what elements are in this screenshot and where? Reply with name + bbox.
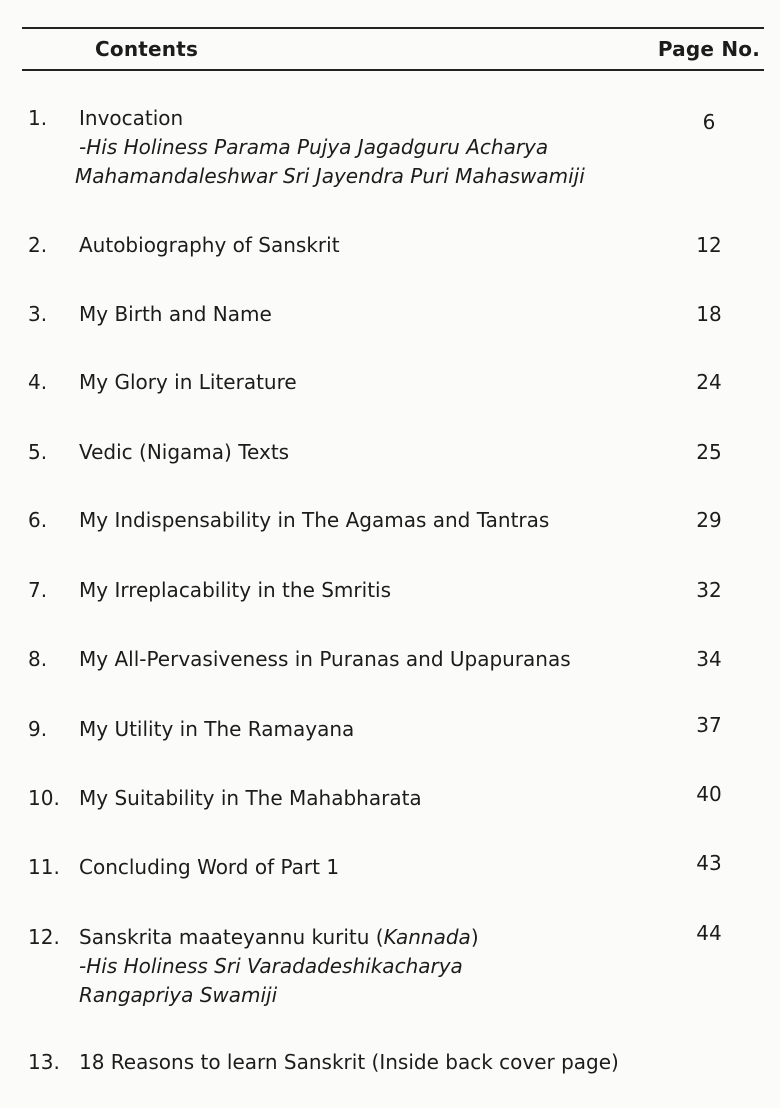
entry-title-end: ) <box>470 925 479 949</box>
entry-page-number: 18 <box>696 302 722 326</box>
entry-author-line-2: Mahamandaleshwar Sri Jayendra Puri Mahaswamiji <box>75 164 585 188</box>
entry-number: 4. <box>28 370 48 394</box>
entry-title: My Irreplacability in the Smritis <box>79 578 392 602</box>
entry-number: 13. <box>28 1050 60 1074</box>
entry-page-number: 12 <box>696 233 722 257</box>
entry-page-number: 44 <box>696 921 722 945</box>
entry-number: 5. <box>28 440 48 464</box>
entry-author-line-1: -His Holiness Parama Pujya Jagadguru Acharya <box>79 135 549 159</box>
entry-title: My Suitability in The Mahabharata <box>79 786 422 810</box>
entry-page-number: 25 <box>696 440 722 464</box>
entry-page-number: 29 <box>696 508 722 532</box>
entry-title: Vedic (Nigama) Texts <box>79 440 290 464</box>
entry-title-text: Invocation <box>79 106 184 130</box>
entry-number: 1. <box>28 106 48 130</box>
entry-number: 2. <box>28 233 48 257</box>
entry-number: 8. <box>28 647 48 671</box>
entry-page-number: 34 <box>696 647 722 671</box>
entry-title <box>75 104 669 191</box>
entry-language: Kannada <box>383 925 471 949</box>
entry-title: Autobiography of Sanskrit <box>79 233 340 257</box>
entry-author-line-1: -His Holiness Sri Varadadeshikacharya <box>79 954 463 978</box>
entry-number: 9. <box>28 717 48 741</box>
entry-title: My Utility in The Ramayana <box>79 717 355 741</box>
entry-title-text: Sanskrita maateyannu kuritu ( <box>79 925 384 949</box>
entry-title: My Indispensability in The Agamas and Tantras <box>79 508 550 532</box>
entry-title: My Glory in Literature <box>79 370 297 394</box>
entry-page-number: 24 <box>696 370 722 394</box>
entry-page-number: 37 <box>696 713 722 737</box>
entry-number: 10. <box>28 786 60 810</box>
entry-number: 12. <box>28 925 60 949</box>
entry-title: Concluding Word of Part 1 <box>79 855 340 879</box>
page-no-heading: Page No. <box>657 37 760 61</box>
entry-number: 6. <box>28 508 48 532</box>
entry-title: My All-Pervasiveness in Puranas and Upapuranas <box>79 647 571 671</box>
contents-heading: Contents <box>95 37 199 61</box>
entry-number: 11. <box>28 855 60 879</box>
entry-title: My Birth and Name <box>79 302 272 326</box>
entry-number: 7. <box>28 578 48 602</box>
entry-title: 18 Reasons to learn Sanskrit (Inside back cover page) <box>79 1050 619 1074</box>
entry-title <box>79 923 669 1010</box>
entry-page-number: 40 <box>696 782 722 806</box>
entry-page-number: 43 <box>696 851 722 875</box>
entry-author-line-2: Rangapriya Swamiji <box>79 983 278 1007</box>
entry-page-number: 6 <box>702 110 716 134</box>
entry-number: 3. <box>28 302 48 326</box>
entry-page-number: 32 <box>696 578 722 602</box>
